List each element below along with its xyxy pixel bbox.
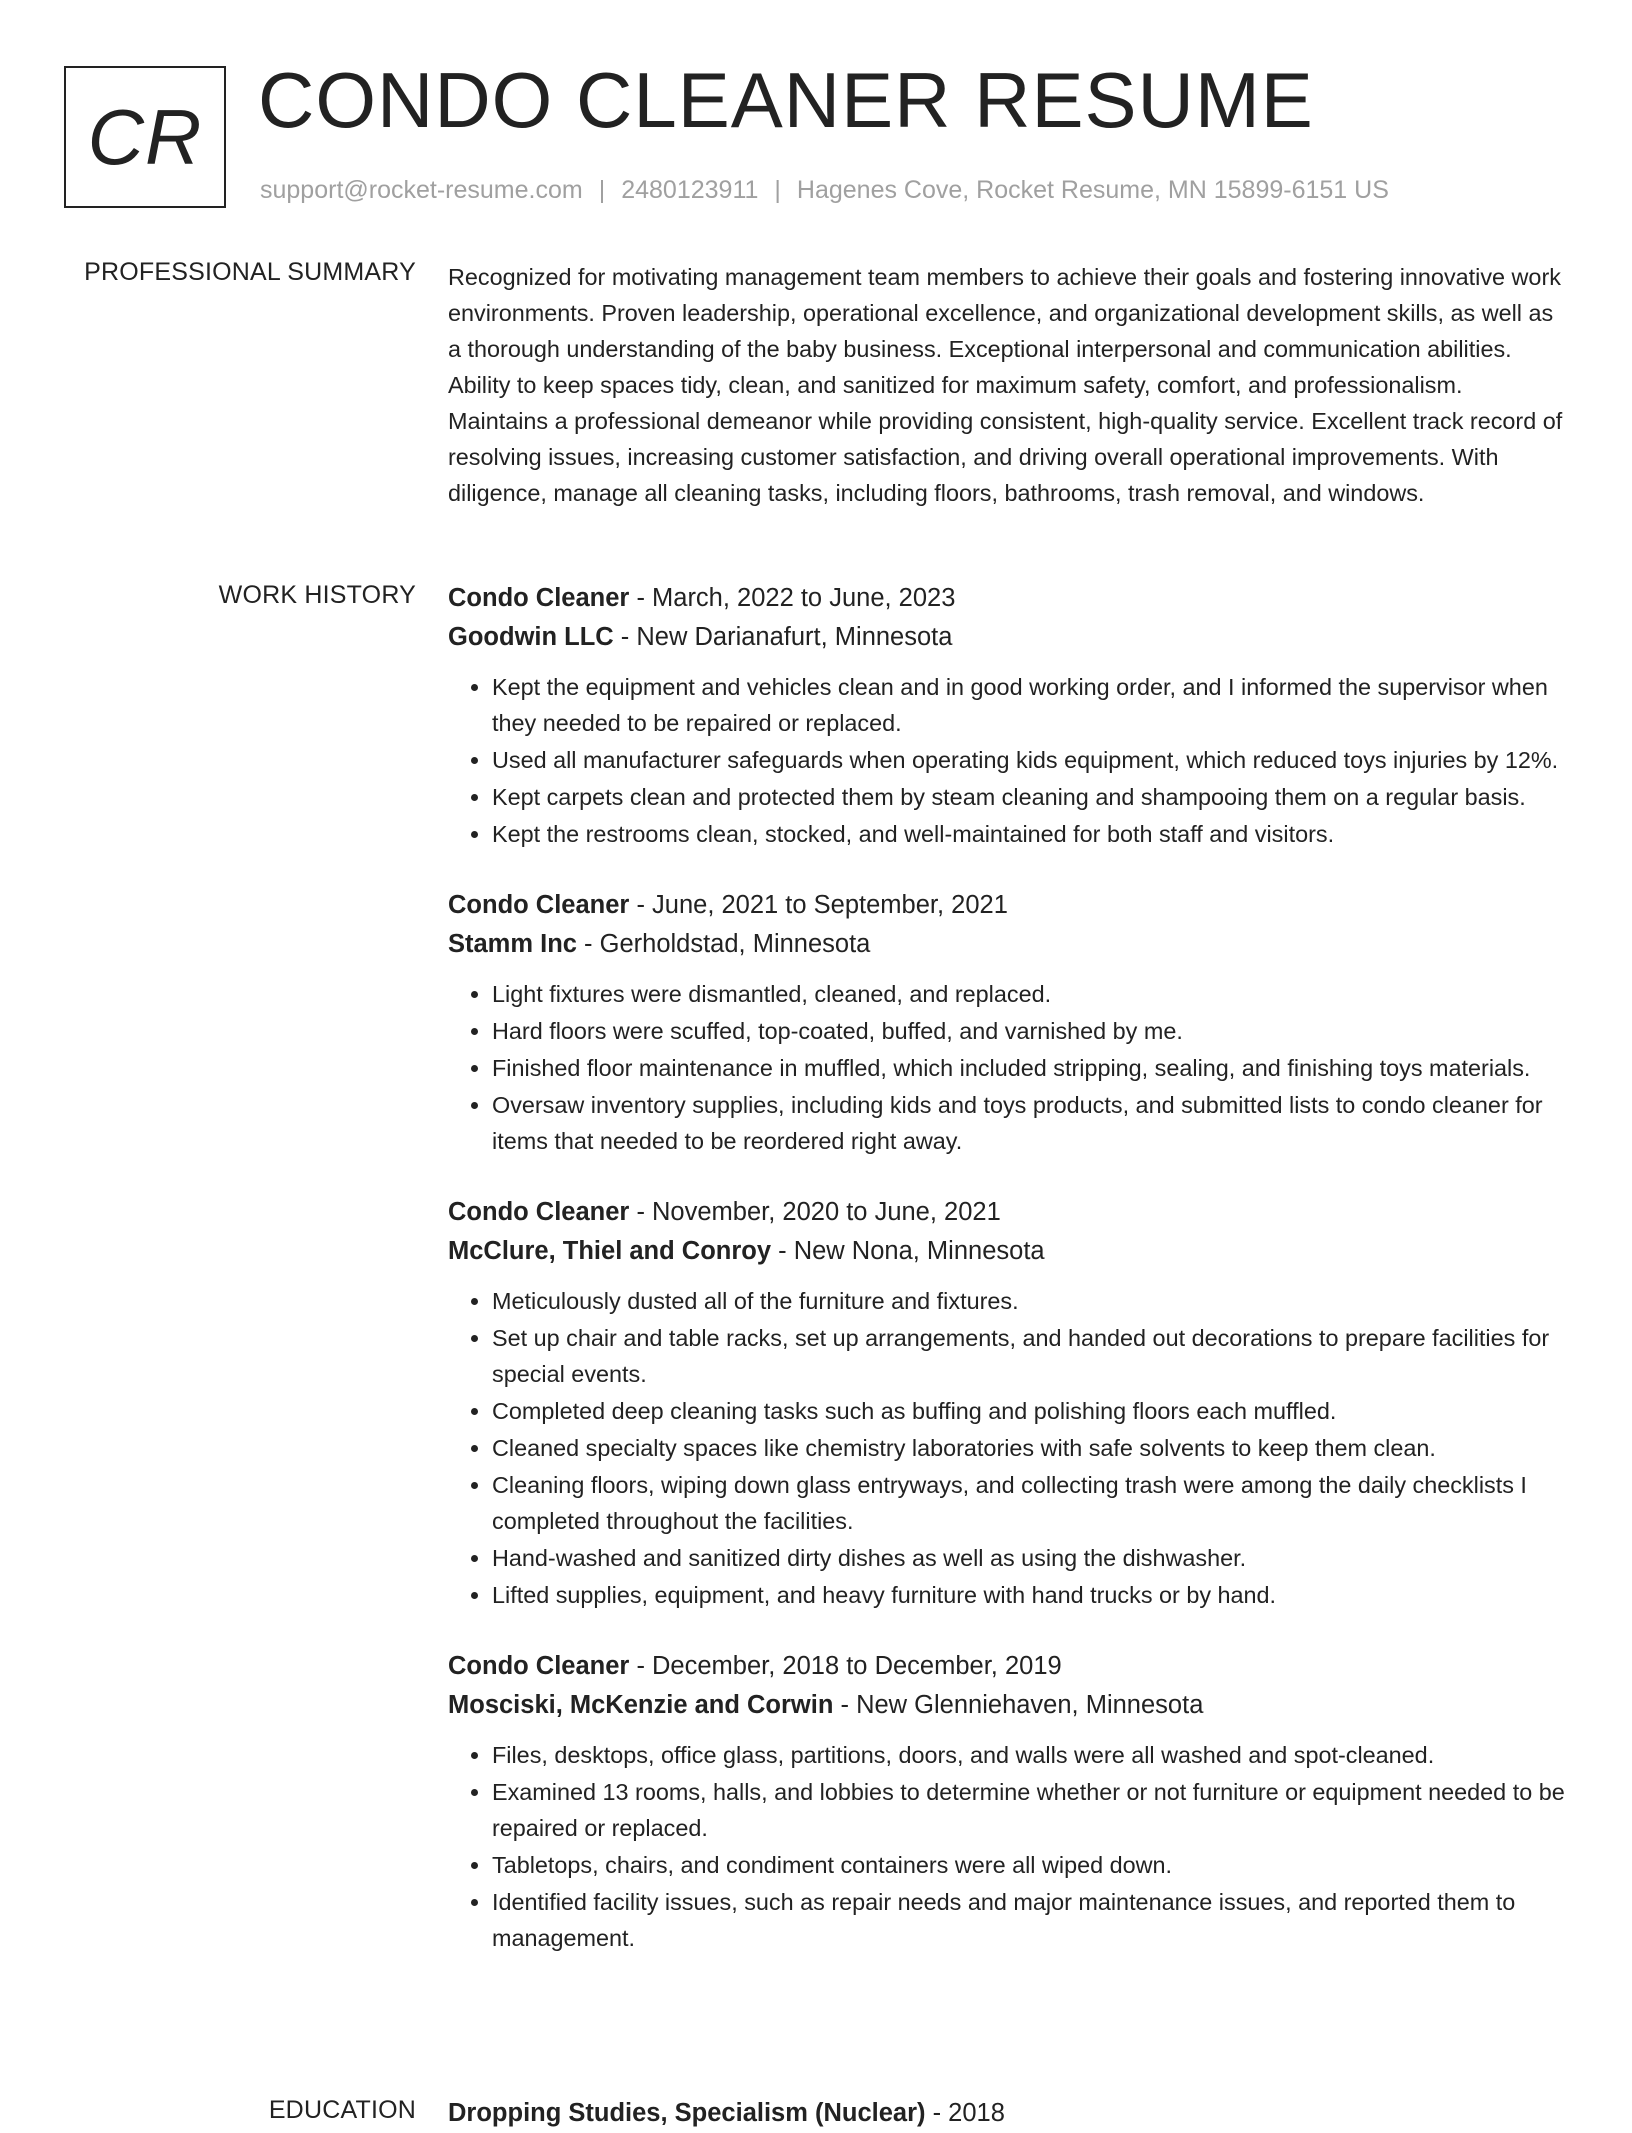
job-bullet: • Light fixtures were dismantled, cleaned, and replaced. [492,976,1568,1012]
education-year: - 2018 [925,2099,1005,2127]
job-title-line [448,1647,1568,1686]
job-bullet: • Lifted supplies, equipment, and heavy furniture with hand trucks or by hand. [492,1577,1568,1613]
job-company: McClure, Thiel and Conroy [448,1237,772,1265]
job-bullets [448,1283,1568,1613]
section-label-summary: PROFESSIONAL SUMMARY [84,258,416,286]
job-bullets [448,669,1568,852]
job-bullet: • Identified facility issues, such as repair needs and major maintenance issues, and reported them to management. [492,1884,1568,1956]
education-section [448,2094,1568,2133]
job-title: Condo Cleaner [448,1198,630,1226]
contact-email[interactable]: support@rocket-resume.com [260,176,583,204]
page-title: CONDO CLEANER RESUME [258,56,1314,144]
job-location: - New Glenniehaven, Minnesota [833,1691,1204,1719]
job-company-line [448,1686,1568,1725]
education-degree: Dropping Studies, Specialism (Nuclear) [448,2099,926,2127]
job-title-line [448,886,1568,925]
job-location: - New Nona, Minnesota [771,1237,1045,1265]
job-entry [448,1647,1568,1956]
section-label-education: EDUCATION [268,2096,416,2124]
job-entry [448,1193,1568,1613]
contact-address: Hagenes Cove, Rocket Resume, MN 15899-6151 US [796,176,1389,204]
job-title: Condo Cleaner [448,584,630,612]
work-history-section [448,579,1568,1990]
job-bullet: • Examined 13 rooms, halls, and lobbies to determine whether or not furniture or equipment needed to be repaired or replaced. [492,1774,1568,1846]
job-bullet: • Hand-washed and sanitized dirty dishes as well as using the dishwasher. [492,1540,1568,1576]
job-bullet: • Oversaw inventory supplies, including kids and toys products, and submitted lists to condo cleaner for items that needed to be reordered right away. [492,1087,1568,1159]
job-bullet: • Used all manufacturer safeguards when operating kids equipment, which reduced toys injuries by 12%. [492,742,1568,778]
job-bullets [448,976,1568,1159]
job-company: Mosciski, McKenzie and Corwin [448,1691,834,1719]
monogram-badge: CR [64,66,226,208]
section-label-work: WORK HISTORY [218,581,416,609]
job-bullet: • Completed deep cleaning tasks such as buffing and polishing floors each muffled. [492,1393,1568,1429]
job-company: Goodwin LLC [448,623,614,651]
job-dates: - December, 2018 to December, 2019 [629,1652,1062,1680]
job-bullet: • Kept the restrooms clean, stocked, and well-maintained for both staff and visitors. [492,816,1568,852]
job-dates: - November, 2020 to June, 2021 [629,1198,1001,1226]
job-title: Condo Cleaner [448,1652,630,1680]
job-bullet: • Meticulously dusted all of the furniture and fixtures. [492,1283,1568,1319]
job-company: Stamm Inc [448,930,577,958]
job-company-line [448,1232,1568,1271]
contact-separator: | [774,176,781,204]
job-bullet: • Tabletops, chairs, and condiment containers were all wiped down. [492,1847,1568,1883]
job-title-line [448,579,1568,618]
job-entry [448,579,1568,852]
job-bullet: • Hard floors were scuffed, top-coated, buffed, and varnished by me. [492,1013,1568,1049]
summary-section [448,259,1568,511]
job-bullet: • Cleaned specialty spaces like chemistry laboratories with safe solvents to keep them clean. [492,1430,1568,1466]
job-location: - Gerholdstad, Minnesota [576,930,871,958]
contact-line [260,176,1389,205]
summary-text: Recognized for motivating management team members to achieve their goals and fostering innovative work environments. Proven leadership, operational excellence, and organizational development skills, as well as a thorough understanding of the baby business. Exceptional interpersonal and communication abilities. Ability to keep spaces tidy, clean, and sanitized for maximum safety, comfort, and professionalism. Maintains a professional demeanor while providing consistent, high-quality service. Excellent track record of resolving issues, increasing customer satisfaction, and driving overall operational improvements. With diligence, manage all cleaning tasks, including floors, bathrooms, trash removal, and windows. [448,264,1563,506]
job-bullet: • Kept the equipment and vehicles clean and in good working order, and I informed the supervisor when they needed to be repaired or replaced. [492,669,1568,741]
job-entry [448,886,1568,1159]
contact-phone[interactable]: 2480123911 [621,176,759,204]
job-bullet: • Finished floor maintenance in muffled, which included stripping, sealing, and finishing toys materials. [492,1050,1568,1086]
job-company-line [448,925,1568,964]
job-bullet: • Set up chair and table racks, set up arrangements, and handed out decorations to prepare facilities for special events. [492,1320,1568,1392]
job-bullets [448,1737,1568,1956]
job-dates: - March, 2022 to June, 2023 [629,584,956,612]
job-title-line [448,1193,1568,1232]
job-location: - New Darianafurt, Minnesota [613,623,953,651]
job-bullet: • Cleaning floors, wiping down glass entryways, and collecting trash were among the daily checklists I completed throughout the facilities. [492,1467,1568,1539]
job-title: Condo Cleaner [448,891,630,919]
contact-separator: | [598,176,606,204]
job-bullet: • Files, desktops, office glass, partitions, doors, and walls were all washed and spot-cleaned. [492,1737,1568,1773]
job-bullet: • Kept carpets clean and protected them by steam cleaning and shampooing them on a regular basis. [492,779,1568,815]
education-line [448,2094,1568,2133]
job-dates: - June, 2021 to September, 2021 [629,891,1008,919]
job-company-line [448,618,1568,657]
